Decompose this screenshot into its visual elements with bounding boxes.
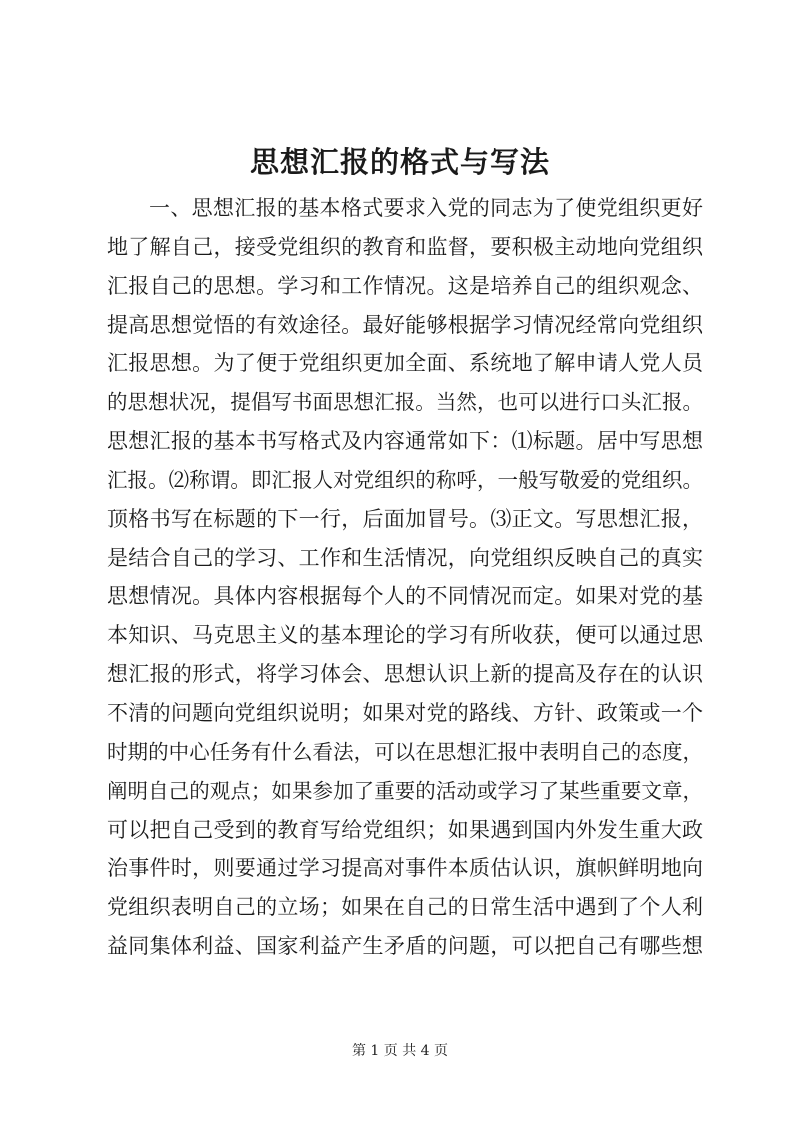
body-line: 地了解自己，接受党组织的教育和监督，要积极主动地向党组织 (107, 234, 703, 259)
body-line: 的思想状况，提倡写书面思想汇报。当然，也可以进行口头汇报。 (107, 390, 703, 415)
body-line: 汇报自己的思想。学习和工作情况。这是培养自己的组织观念、 (107, 273, 703, 298)
body-line: 汇报。⑵称谓。即汇报人对党组织的称呼，一般写敬爱的党组织。 (107, 467, 703, 492)
body-line: 时期的中心任务有什么看法，可以在思想汇报中表明自己的态度， (107, 739, 703, 764)
page-footer: 第 1 页 共 4 页 (351, 1043, 449, 1059)
body-line: 治事件时，则要通过学习提高对事件本质估认识，旗帜鲜明地向 (107, 856, 703, 881)
body-line: 提高思想觉悟的有效途径。最好能够根据学习情况经常向党组织 (107, 312, 703, 337)
body-line: 思想汇报的基本书写格式及内容通常如下：⑴标题。居中写思想 (107, 429, 703, 454)
body-line: 不清的问题向党组织说明；如果对党的路线、方针、政策或一个 (107, 700, 703, 725)
document-title: 思想汇报的格式与写法 (249, 145, 550, 179)
body-line: 顶格书写在标题的下一行，后面加冒号。⑶正文。写思想汇报， (107, 506, 703, 531)
body-line: 阐明自己的观点；如果参加了重要的活动或学习了某些重要文章， (107, 778, 703, 803)
body-line: 想汇报的形式，将学习体会、思想认识上新的提高及存在的认识 (107, 662, 703, 687)
body-line: 思想情况。具体内容根据每个人的不同情况而定。如果对党的基 (107, 584, 703, 609)
body-line: 本知识、马克思主义的基本理论的学习有所收获，便可以通过思 (107, 623, 703, 648)
body-line: 汇报思想。为了便于党组织更加全面、系统地了解申请人党人员 (107, 351, 703, 376)
body-line: 党组织表明自己的立场；如果在自己的日常生活中遇到了个人利 (107, 895, 703, 920)
document-body (107, 189, 703, 966)
body-line: 是结合自己的学习、工作和生活情况，向党组织反映自己的真实 (107, 545, 703, 570)
body-line: 可以把自己受到的教育写给党组织；如果遇到国内外发生重大政 (107, 817, 703, 842)
body-line: 一、思想汇报的基本格式要求入党的同志为了使党组织更好 (149, 196, 703, 220)
body-line: 益同集体利益、国家利益产生矛盾的问题，可以把自己有哪些想 (107, 934, 703, 959)
